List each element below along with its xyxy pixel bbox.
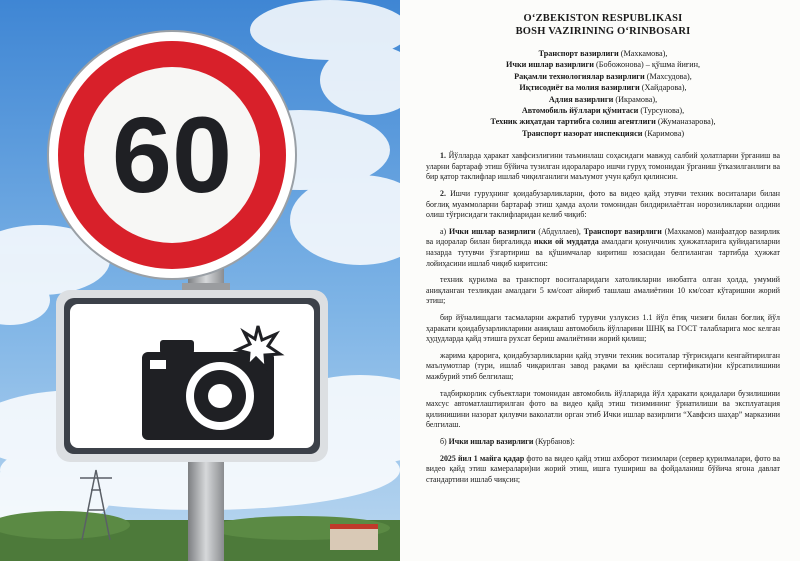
addressee: Ички ишлар вазирлиги (Бобожонова) – қўшма йиғин,: [505, 60, 701, 70]
list-item: техник қурилма ва транспорт воситаларидаги хатоликларни инобатга олган ҳолда, умумий аниқланган тезликдан амалдаги 5 км/соат айириб ташлаш амалиётини 10 км/соат кўтаришни жорий этиш;: [426, 275, 780, 306]
addressee: Техник жиҳатдан тартибга солиш агентлиги (Жуманазарова),: [490, 117, 716, 127]
addressee-list: [426, 48, 780, 139]
list-item: жарима қарорига, қоидабузарликларни қайд этувчи техник воситалар тўғрисидаги кенгайтирилган маълумотлар (тури, ишлаб чиқарилган завод рақами ва қиёслаш сертификати)ни кўрсатилишини мажбурий этиб белгилаш;: [426, 350, 780, 381]
paragraph-b: б) Ички ишлар вазирлиги (Курбанов):: [440, 436, 575, 446]
doc-header-line-2: BOSH VAZIRINING O‘RINBOSARI: [515, 26, 691, 37]
camera-plate: [56, 290, 328, 462]
list-item: бир йўналишдаги тасмаларни ажратиб турувчи узлуксиз 1.1 йўл ётиқ чизиғи билан боғлиқ йўл ҳаракати қоидабузарликларини аниқлаш автомобиль йўлларини ШНҚ ва ГОСТ талабларига мос келган ҳудудларда қайд этишга рухсат бериш амалиётини жорий қилиш;: [426, 312, 780, 344]
addressee: Иқтисодиёт ва молия вазирлиги (Хайдарова),: [519, 83, 687, 93]
document-page: [400, 0, 800, 561]
addressee: Адлия вазирлиги (Икрамова),: [548, 94, 658, 104]
addressee: Транспорт вазирлиги (Махкамова),: [538, 49, 668, 58]
list-item: тадбиркорлик субъектлари томонидан автомобиль йўлларида йўл ҳаракати қоидалари бузилишини махсус автоматлаштирилган фото ва видео қайд этиш тизимининг ўрнатилиши ва эксплуатация қилинишини назорат қилувчи ваколатли орган этиб Ички ишлар вазирлиги “Хавфсиз шаҳар” марказини белгилаш.: [426, 388, 780, 430]
addressee: Рақамли технологиялар вазирлиги (Махсудова),: [514, 71, 692, 81]
doc-header-line-1: O‘ZBEKISTON RESPUBLIKASI: [523, 13, 683, 24]
building: [330, 528, 378, 550]
paragraph-2: 2. Ишчи гуруҳнинг қоидабузарликларни, фото ва видео қайд этувчи техник воситалари билан боғлиқ муаммоларни бартараф этиш ҳамда аҳоли томонидан билдирилаётган норозиликларни олдини олиш тўғрисидаги таклифларидан келиб чиқиб:: [426, 189, 780, 220]
speed-limit-sign: [48, 31, 296, 279]
paragraph-1: 1. Йўлларда ҳаракат хавфсизлигини таъминлаш соҳасидаги мавжуд салбий ҳолатларни ўрганиш ва уларни бартараф этиш бўйича тузилган идоралараро ишчи гуруҳ томонидан ўрганиш ўтказилганлиги ва бир қатор таклифлар ишлаб чиқилганлиги маълумот учун қабул қилинсин.: [426, 151, 780, 182]
speed-limit-value: 60: [111, 94, 233, 215]
paragraph-a: а) Ички ишлар вазирлиги (Абдуллаев), Транспорт вазирлиги (Махкамов) манфаатдор вазирлик ва идоралар билан биргаликда икки ой муддатда амалдаги қонунчилик ҳужжатларига қуйидагиларни назарда тутувчи ўзгартириш ва қўшимчалар киритиш юзасидан белгиланган тартибда ҳужжат лойиҳасини ишлаб чиқиб киритсин:: [426, 226, 780, 268]
paragraph-b-text: 2025 йил 1 майга қадар фото ва видео қайд этиш ахборот тизимлари (сервер қурилмалари, фото ва видео қайд этиш камералари)ни жорий этиш, ишга тушириш ва фойдаланиш бўйича ягона давлат стандартини ишлаб чиқсин;: [426, 453, 781, 484]
addressee: Транспорт назорат инспекцияси (Каримова): [521, 128, 685, 138]
addressee: Автомобиль йўллари қўмитаси (Турсунова),: [521, 106, 685, 116]
